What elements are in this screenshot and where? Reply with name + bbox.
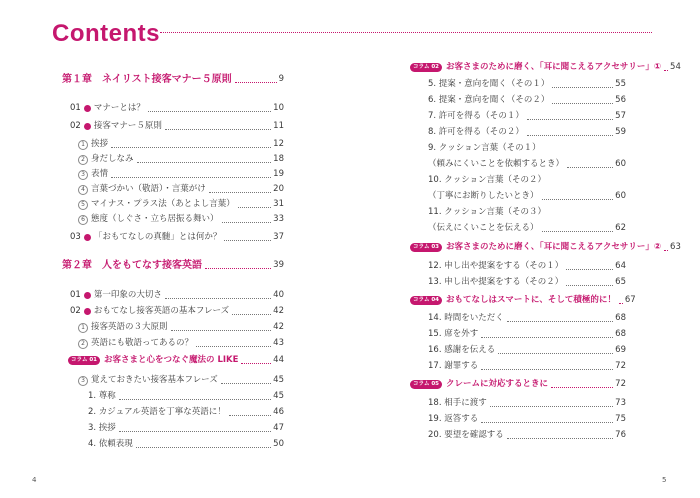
dot-leader: [165, 298, 271, 299]
page-number: 63: [670, 242, 681, 252]
item-number: 01: [70, 290, 81, 300]
toc-subitem[interactable]: [78, 375, 284, 386]
item-text: 4. 依頼表現: [88, 439, 133, 449]
toc-phrase-item[interactable]: [428, 127, 626, 138]
page-number: 12: [273, 139, 284, 149]
page-number: 72: [615, 361, 626, 371]
dot-leader: [481, 337, 613, 338]
toc-phrase-item[interactable]: [88, 407, 284, 418]
column-title: お客さまと心をつなぐ魔法の LIKE: [104, 355, 239, 365]
item-text: マナーとは？: [93, 103, 145, 113]
dot-leader: [498, 353, 613, 354]
circled-number-icon: 1: [78, 323, 88, 333]
item-text: 5. 提案・意向を聞く（その１）: [428, 79, 550, 89]
dot-leader: [136, 447, 271, 448]
item-text: 3. 挨拶: [88, 423, 116, 433]
page-number: 67: [624, 295, 636, 305]
page-number: 10: [273, 103, 284, 113]
dot-leader: [238, 207, 271, 208]
toc-phrase-item-continued[interactable]: [428, 191, 626, 202]
page-number: 42: [273, 322, 284, 332]
item-text: （丁寧にお断りしたいとき）: [428, 191, 539, 201]
circled-number-icon: 5: [78, 200, 88, 210]
item-text: 1. 尊称: [88, 391, 116, 401]
item-text: 態度（しぐさ・立ち居振る舞い）: [91, 214, 219, 224]
item-number: 02: [70, 121, 81, 131]
page-number: 43: [273, 338, 284, 348]
page-number: 37: [273, 232, 284, 242]
dot-leader: [119, 431, 271, 432]
page-number: 9: [278, 74, 284, 84]
toc-column-04[interactable]: [410, 295, 636, 306]
item-text: 20. 要望を確認する: [428, 430, 504, 440]
toc-phrase-item[interactable]: [428, 79, 626, 90]
dot-leader: [542, 231, 614, 232]
item-text: 16. 感謝を伝える: [428, 345, 496, 355]
dot-leader: [241, 363, 271, 364]
toc-column-01[interactable]: [68, 355, 284, 366]
toc-phrase-item[interactable]: [428, 398, 626, 409]
circled-number-icon: 2: [78, 155, 88, 165]
dot-leader: [552, 87, 613, 88]
dot-leader: [566, 269, 613, 270]
page-number: 62: [615, 223, 626, 233]
toc-phrase-item[interactable]: [428, 207, 626, 218]
item-text: 9. クッション言葉（その１）: [428, 143, 541, 153]
page-number: 42: [273, 306, 284, 316]
toc-phrase-item[interactable]: [88, 439, 284, 450]
dot-leader: [567, 167, 613, 168]
circled-number-icon: 3: [78, 170, 88, 180]
dot-leader: [205, 268, 271, 269]
toc-phrase-item[interactable]: [428, 313, 626, 324]
circled-number-icon: 4: [78, 185, 88, 195]
item-text: 6. 提案・意向を聞く（その２）: [428, 95, 550, 105]
toc-phrase-item[interactable]: [428, 361, 626, 372]
dot-leader: [119, 399, 271, 400]
dot-leader: [664, 70, 668, 71]
dot-leader: [552, 103, 613, 104]
page-number: 40: [273, 290, 284, 300]
page-title: Contents: [52, 20, 160, 47]
item-text: 11. クッション言葉（その３）: [428, 207, 547, 217]
toc-subitem[interactable]: [78, 169, 284, 180]
item-text: 身だしなみ: [91, 154, 134, 164]
page-number: 31: [273, 199, 284, 209]
dot-leader: [148, 111, 271, 112]
dot-leader: [481, 369, 613, 370]
item-text: 12. 申し出や提案をする（その１）: [428, 261, 564, 271]
page-number: 11: [273, 121, 284, 131]
item-text: 2. カジュアル英語を丁寧な英語に！: [88, 407, 226, 417]
page-number: 76: [615, 430, 626, 440]
circled-number-icon: 2: [78, 339, 88, 349]
toc-phrase-item-continued[interactable]: [428, 223, 626, 234]
dot-leader: [619, 303, 623, 304]
toc-subitem[interactable]: [78, 184, 284, 195]
page-number: 64: [615, 261, 626, 271]
dot-leader: [229, 415, 271, 416]
toc-chapter-2[interactable]: [62, 260, 284, 271]
column-badge: コラム 05: [410, 380, 442, 389]
item-text: 挨拶: [91, 139, 109, 149]
toc-subitem[interactable]: [78, 338, 284, 349]
dot-leader: [137, 162, 272, 163]
bullet-dot-icon: [84, 234, 91, 241]
circled-number-icon: 1: [78, 140, 88, 150]
toc-item[interactable]: [70, 103, 284, 114]
dot-leader: [527, 135, 613, 136]
dot-leader: [566, 285, 613, 286]
column-badge: コラム 01: [68, 356, 100, 365]
item-text: 17. 謝罪する: [428, 361, 479, 371]
item-text: 覚えておきたい接客基本フレーズ: [91, 375, 218, 385]
item-text: 接客英語の３大原則: [91, 322, 168, 332]
toc-phrase-item[interactable]: [428, 95, 626, 106]
toc-phrase-item[interactable]: [428, 143, 626, 154]
dot-leader: [527, 119, 613, 120]
toc-subitem[interactable]: [78, 322, 284, 333]
page-number: 33: [273, 214, 284, 224]
item-text: 英語にも敬語ってあるの？: [91, 338, 194, 348]
item-text: 接客マナー５原則: [93, 121, 162, 131]
dot-leader: [507, 321, 613, 322]
dot-leader: [542, 199, 614, 200]
item-text: 8. 許可を得る（その２）: [428, 127, 524, 137]
column-badge: コラム 04: [410, 296, 442, 305]
page-folio-left: 4: [32, 476, 37, 484]
dot-leader: [165, 129, 271, 130]
page-number: 45: [273, 375, 284, 385]
page-number: 39: [273, 260, 284, 270]
item-text: 18. 相手に渡す: [428, 398, 487, 408]
toc-column-03[interactable]: [410, 242, 681, 253]
bullet-dot-icon: [84, 105, 91, 112]
toc-item[interactable]: [70, 121, 284, 132]
circled-number-icon: 6: [78, 215, 88, 225]
chapter-label: 第１章 ネイリスト接客マナー５原則: [62, 74, 232, 85]
toc-phrase-item[interactable]: [88, 423, 284, 434]
page-number: 60: [615, 191, 626, 201]
toc-subitem[interactable]: [78, 199, 284, 210]
toc-column-05[interactable]: [410, 379, 626, 390]
item-text: 第一印象の大切さ: [93, 290, 162, 300]
toc-chapter-1[interactable]: [62, 74, 284, 85]
title-dotted-rule: [160, 32, 652, 33]
column-badge: コラム 03: [410, 243, 442, 252]
page-number: 68: [615, 313, 626, 323]
item-text: （伝えにくいことを伝える）: [428, 223, 539, 233]
column-title: クレームに対応するときに: [446, 379, 549, 389]
item-number: 01: [70, 103, 81, 113]
toc-phrase-item[interactable]: [428, 175, 626, 186]
dot-leader: [490, 406, 613, 407]
page-number: 59: [615, 127, 626, 137]
page-number: 45: [273, 391, 284, 401]
toc-subitem[interactable]: [78, 154, 284, 165]
toc-phrase-item[interactable]: [428, 261, 626, 272]
column-title: おもてなしはスマートに、そして積極的に！: [446, 295, 616, 305]
contents-header: [52, 20, 652, 48]
page-number: 60: [615, 159, 626, 169]
circled-number-icon: 3: [78, 376, 88, 386]
page-number: 73: [615, 398, 626, 408]
bullet-dot-icon: [84, 308, 91, 315]
dot-leader: [209, 192, 271, 193]
page-number: 20: [273, 184, 284, 194]
dot-leader: [664, 250, 668, 251]
bullet-dot-icon: [84, 123, 91, 130]
page-number: 19: [273, 169, 284, 179]
toc-phrase-item[interactable]: [428, 277, 626, 288]
page-number: 54: [670, 62, 681, 72]
page-number: 68: [615, 329, 626, 339]
page-number: 69: [615, 345, 626, 355]
item-number: 02: [70, 306, 81, 316]
dot-leader: [196, 346, 271, 347]
toc-subitem[interactable]: [78, 139, 284, 150]
item-text: 14. 時間をいただく: [428, 313, 504, 323]
item-text: 「おもてなしの真髄」とは何か？: [93, 232, 222, 242]
toc-phrase-item[interactable]: [88, 391, 284, 402]
page-number: 18: [273, 154, 284, 164]
dot-leader: [481, 422, 613, 423]
toc-phrase-item[interactable]: [428, 430, 626, 441]
item-text: 10. クッション言葉（その２）: [428, 175, 547, 185]
item-text: 言葉づかい（敬語）・言葉がけ: [91, 184, 206, 194]
dot-leader: [111, 177, 271, 178]
page-number: 44: [273, 355, 284, 365]
dot-leader: [551, 387, 613, 388]
dot-leader: [224, 240, 271, 241]
toc-phrase-item-continued[interactable]: [428, 159, 626, 170]
toc-phrase-item[interactable]: [428, 345, 626, 356]
toc-subitem[interactable]: [78, 214, 284, 225]
item-text: おもてなし接客英語の基本フレーズ: [93, 306, 230, 316]
toc-item[interactable]: [70, 232, 284, 243]
page-folio-right: 5: [662, 476, 667, 484]
dot-leader: [235, 82, 277, 83]
item-text: 7. 許可を得る（その１）: [428, 111, 524, 121]
page-number: 75: [615, 414, 626, 424]
item-text: 13. 申し出や提案をする（その２）: [428, 277, 564, 287]
page-number: 72: [615, 379, 626, 389]
item-text: （頼みにくいことを依頼するとき）: [428, 159, 565, 169]
page-number: 55: [615, 79, 626, 89]
page-number: 47: [273, 423, 284, 433]
toc-phrase-item[interactable]: [428, 111, 626, 122]
item-text: 15. 席を外す: [428, 329, 479, 339]
page-number: 65: [615, 277, 626, 287]
page-number: 46: [273, 407, 284, 417]
column-title: お客さまのために磨く、「耳に聞こえるアクセサリー」①: [446, 62, 662, 72]
item-text: 表情: [91, 169, 109, 179]
toc-column-02[interactable]: [410, 62, 681, 73]
page-number: 57: [615, 111, 626, 121]
item-text: マイナス・プラス法（あとよし言葉）: [91, 199, 235, 209]
chapter-label: 第２章 人をもてなす接客英語: [62, 260, 202, 271]
dot-leader: [221, 383, 271, 384]
toc-phrase-item[interactable]: [428, 329, 626, 340]
toc-phrase-item[interactable]: [428, 414, 626, 425]
toc-item[interactable]: [70, 306, 284, 317]
page-number: 50: [273, 439, 284, 449]
page-number: 56: [615, 95, 626, 105]
column-badge: コラム 02: [410, 63, 442, 72]
column-title: お客さまのために磨く、「耳に聞こえるアクセサリー」②: [446, 242, 662, 252]
dot-leader: [232, 314, 271, 315]
bullet-dot-icon: [84, 292, 91, 299]
item-number: 03: [70, 232, 81, 242]
dot-leader: [111, 147, 271, 148]
item-text: 19. 返答する: [428, 414, 479, 424]
toc-item[interactable]: [70, 290, 284, 301]
dot-leader: [222, 222, 272, 223]
dot-leader: [171, 330, 272, 331]
dot-leader: [507, 438, 613, 439]
